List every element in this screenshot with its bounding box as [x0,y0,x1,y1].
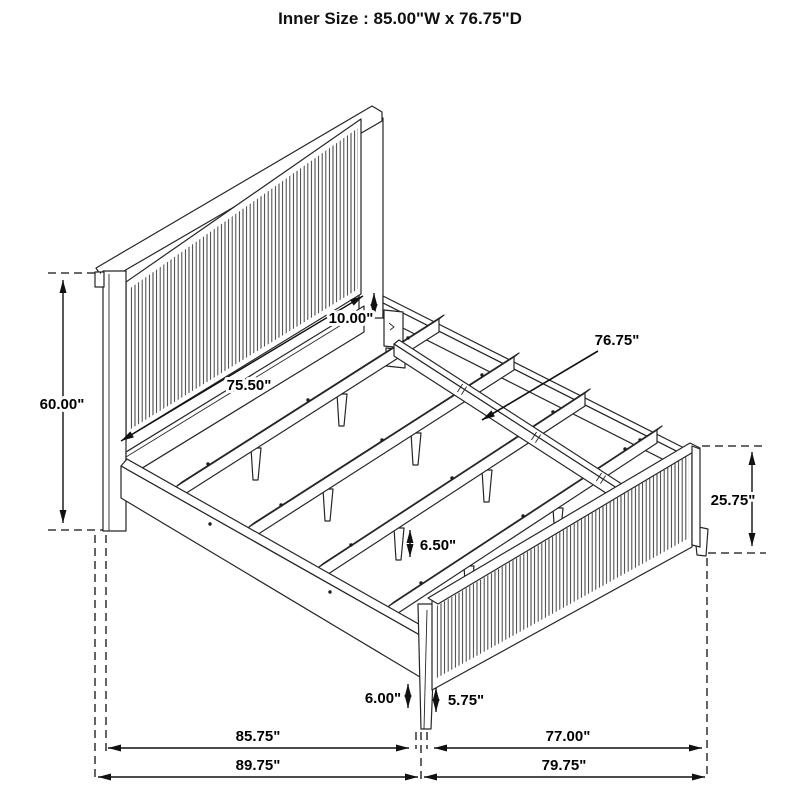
dim-support-leg-label: 6.50" [419,537,457,554]
dim-depth-inner-label: 77.00" [545,728,591,745]
dim-width-inner-label: 85.75" [235,728,281,745]
dim-depth-overall-label: 79.75" [541,757,587,774]
headboard-post-cap-notch [95,272,104,287]
slat-rail-2 [249,353,519,540]
dim-center-rail-label: 76.75" [594,332,640,349]
dim-footboard-clearance-label: 5.75" [447,692,485,709]
dim-rail-clearance-label: 6.00" [364,690,402,707]
dim-panel-gap-label: 10.00" [328,310,374,327]
dim-headboard-height-label: 60.00" [39,396,85,413]
left-side-rail [121,459,431,680]
headboard-right-post [359,118,383,318]
dim-footboard-height-label: 25.75" [710,492,756,509]
page-title: Inner Size : 85.00"W x 76.75"D [278,9,522,28]
footboard-right-edge [692,446,700,547]
dim-width-overall-label: 89.75" [235,757,281,774]
dim-panel-width-label: 75.50" [226,377,272,394]
